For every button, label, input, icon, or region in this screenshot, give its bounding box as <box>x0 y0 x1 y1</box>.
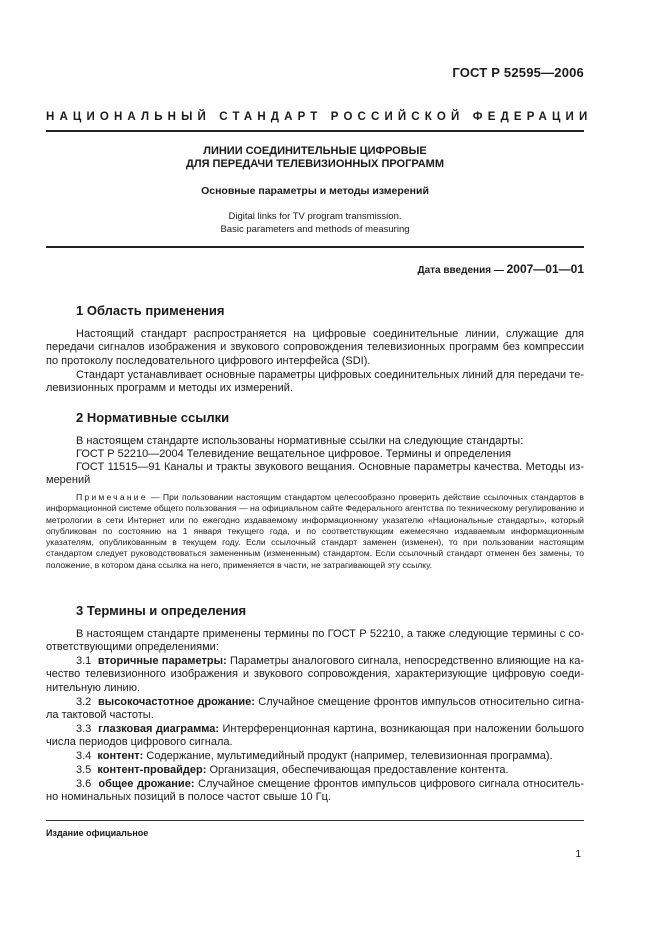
reference-1: ГОСТ Р 52210—2004 Телевидение вещательное цифровое. Термины и определения <box>76 448 512 460</box>
introduction-date <box>417 262 584 276</box>
english-title-line-2: Basic parameters and methods of measuring <box>220 224 410 235</box>
note-text: — При пользовании настоящим стандартом целесообразно проверить действие ссылочных стандартов в информационной системе общего пользования — на официальном сайте Федерального агентства по техническому регулированию и метрологии в сети Интернет или по ежегодно издаваемому информационному указателю «Национальные стандарты», который опубликован по состоянию на 1 января текущего года, и по соответствующим ежемесячно издаваемым информационным указателям, опубликованным в текущем году. Если ссылочный стандарт заменен (изменен), то при пользовании настоящим стандартом следует руководствоваться замененным (измененным) стандартом. Если ссылочный стандарт отменен без замены, то положение, в котором дана ссылка на него, применяется в части, не затрагивающей эту ссылку. <box>46 492 584 570</box>
section-1-paragraph-1: Настоящий стандарт распространяется на цифровые соединительные линии, служащие для передачи сигналов изображения и звукового сопровождения телевизионных программ без компрессии по протоколу последовательного цифрового интерфейса (SDI). <box>46 328 584 367</box>
edition-label: Издание официальное <box>46 828 149 838</box>
note-label: Примечание <box>76 492 148 502</box>
term-3-4: 3.4 контент: Содержание, мультимедийный продукт (например, телевизионная программа). <box>76 750 553 762</box>
term-3-5: 3.5 контент-провайдер: Организация, обеспечивающая предоставление контента. <box>76 764 509 776</box>
section-3-intro: В настоящем стандарте применены термины по ГОСТ Р 52210, а также следующие термины с соответствующими определениями: <box>46 628 584 654</box>
top-divider <box>46 130 584 132</box>
term-name: контент-провайдер: <box>97 764 207 776</box>
introduction-date-value: 2007—01—01 <box>506 262 584 276</box>
term-3-3: 3.3 глазковая диаграмма: Интерференционная картина, возникающая при наложении большого числа периодов цифрового сигнала. <box>46 723 584 749</box>
introduction-date-label: Дата введения — <box>417 265 504 276</box>
title-divider <box>46 246 584 248</box>
term-name: глазковая диаграмма: <box>98 723 220 735</box>
section-3-heading: 3 Термины и определения <box>76 603 247 618</box>
section-2-heading: 2 Нормативные ссылки <box>76 410 230 425</box>
term-3-1: 3.1 вторичные параметры: Параметры аналогового сигнала, непосредственно влияющие на качество телевизионного изображения и звукового сопровождения, характеризующие цифровую соединительную линию. <box>46 655 584 694</box>
term-name: контент: <box>97 750 144 762</box>
term-name: общее дрожание: <box>98 778 195 790</box>
english-title-line-1: Digital links for TV program transmission. <box>228 211 402 222</box>
term-name: высокочастотное дрожание: <box>98 696 255 708</box>
section-1-heading: 1 Область применения <box>76 303 225 318</box>
section-1-paragraph-2: Стандарт устанавливает основные параметры цифровых соединительных линий для передачи телевизионных программ и методы их измерений. <box>46 369 584 395</box>
term-name: вторичные параметры: <box>97 655 227 667</box>
title-line-1: ЛИНИИ СОЕДИНИТЕЛЬНЫЕ ЦИФРОВЫЕ <box>203 145 427 157</box>
national-standard-header: НАЦИОНАЛЬНЫЙ СТАНДАРТ РОССИЙСКОЙ ФЕДЕРАЦИИ <box>46 111 593 123</box>
title-line-2: ДЛЯ ПЕРЕДАЧИ ТЕЛЕВИЗИОННЫХ ПРОГРАММ <box>186 158 444 170</box>
term-3-2: 3.2 высокочастотное дрожание: Случайное смещение фронтов импульсов относительно сигнала тактовой частоты. <box>46 696 584 722</box>
gost-number: ГОСТ Р 52595—2006 <box>452 65 584 80</box>
page-number: 1 <box>575 849 581 860</box>
reference-2: ГОСТ 11515—91 Каналы и тракты звукового вещания. Основные параметры качества. Методы измерений <box>46 461 584 487</box>
note <box>46 492 584 571</box>
english-title <box>46 210 584 236</box>
document-subtitle: Основные параметры и методы измерений <box>201 185 429 197</box>
section-2-intro: В настоящем стандарте использованы нормативные ссылки на следующие стандарты: <box>76 435 524 447</box>
document-title <box>46 145 584 171</box>
footer-divider <box>46 820 584 821</box>
term-3-6: 3.6 общее дрожание: Случайное смещение фронтов импульсов цифрового сигнала относительно номинальных позиций в полосе частот свыше 10 Гц. <box>46 778 584 804</box>
